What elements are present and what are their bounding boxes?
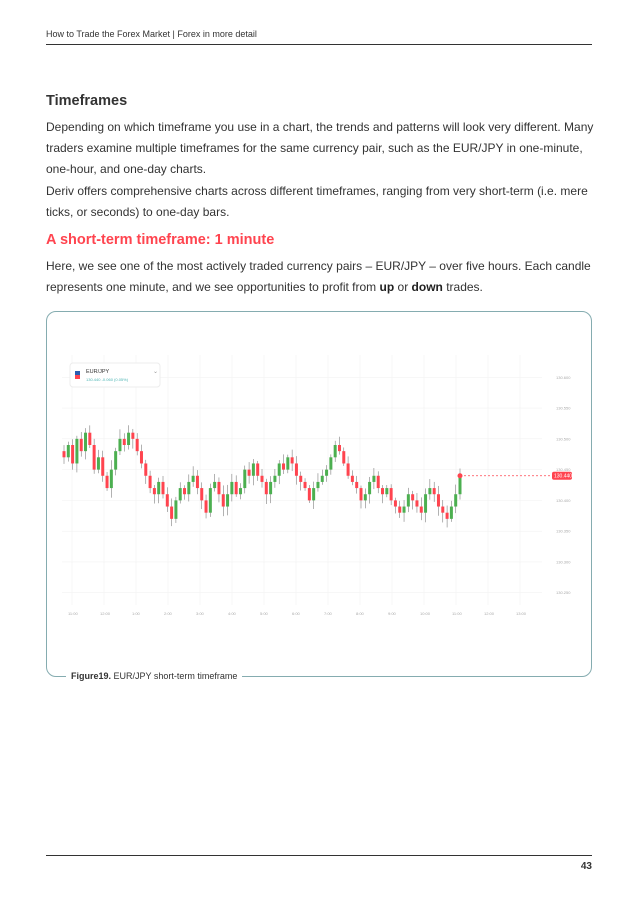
candle-down — [390, 488, 393, 500]
y-tick-label: 130.350 — [556, 528, 571, 534]
section-title: Timeframes — [46, 93, 128, 109]
candle-up — [403, 507, 406, 513]
figure-caption-text: EUR/JPY short-term timeframe — [111, 671, 238, 681]
candle-down — [153, 488, 156, 494]
candle-down — [308, 488, 311, 500]
candle-up — [364, 494, 367, 500]
running-header: How to Trade the Forex Market | Forex in more detail — [46, 29, 257, 39]
candle-up — [84, 433, 87, 451]
paragraph-2: Deriv offers comprehensive charts across different timeframes, ranging from very short-term (i.e. mere ticks, or seconds) to one-day bars. — [46, 184, 588, 219]
subsection-title: A short-term timeframe: 1 minute — [46, 232, 275, 248]
candle-down — [441, 507, 444, 513]
footer-rule — [46, 855, 592, 856]
page-number: 43 — [580, 861, 592, 872]
candle-down — [80, 439, 83, 451]
candle-up — [278, 463, 281, 475]
candle-down — [196, 476, 199, 488]
candle-up — [385, 488, 388, 494]
candle-down — [446, 513, 449, 519]
candle-down — [222, 494, 225, 506]
candle-up — [312, 488, 315, 500]
candle-up — [372, 476, 375, 482]
candle-down — [420, 507, 423, 513]
candle-down — [433, 488, 436, 494]
paragraph-3-text: Here, we see one of the most actively traded currency pairs – EUR/JPY – over five hours. Each candle represents one minute, and we see opportunities to profit from — [46, 259, 591, 294]
candle-up — [174, 500, 177, 518]
candle-up — [325, 470, 328, 476]
candle-down — [282, 463, 285, 469]
candle-down — [63, 451, 66, 457]
candle-up — [209, 488, 212, 513]
candle-up — [424, 494, 427, 512]
candle-up — [179, 488, 182, 500]
chevron-down-icon: ⌄ — [153, 369, 159, 375]
candle-up — [127, 433, 130, 445]
y-tick-label: 130.600 — [556, 374, 571, 380]
candle-down — [355, 482, 358, 488]
candle-down — [93, 445, 96, 470]
candle-down — [351, 476, 354, 482]
candle-up — [110, 470, 113, 488]
x-tick-label: 12:00 — [100, 611, 111, 616]
y-tick-label: 130.250 — [556, 590, 571, 596]
candle-down — [144, 463, 147, 475]
y-tick-label: 130.400 — [556, 497, 571, 503]
symbol-quote: 130.440 -0.060 (0.05%) — [86, 377, 129, 382]
candle-up — [329, 457, 332, 469]
candle-up — [368, 482, 371, 494]
current-price-label: 130.440 — [554, 473, 573, 480]
candle-down — [291, 457, 294, 463]
candle-down — [398, 507, 401, 513]
y-tick-label: 130.500 — [556, 436, 571, 442]
x-tick-label: 5:00 — [260, 611, 268, 616]
up-emphasis: up — [379, 280, 395, 294]
candle-up — [450, 507, 453, 519]
candle-down — [136, 439, 139, 451]
paragraph-3-end: trades. — [442, 280, 483, 294]
candle-down — [394, 500, 397, 506]
x-tick-label: 10:00 — [420, 611, 431, 616]
x-axis-labels — [68, 611, 527, 616]
candlestick-chart — [52, 345, 586, 625]
x-tick-label: 11:00 — [68, 611, 78, 616]
candle-down — [170, 507, 173, 519]
candle-up — [334, 445, 337, 457]
x-tick-label: 2:00 — [164, 611, 172, 616]
candle-down — [342, 451, 345, 463]
candle-up — [192, 476, 195, 482]
candle-up — [187, 482, 190, 494]
x-tick-label: 7:00 — [324, 611, 332, 616]
candle-up — [239, 488, 242, 494]
candle-down — [162, 482, 165, 494]
paragraph-1: Depending on which timeframe you use in a chart, the trends and patterns will look very different. Many traders examine multiple timeframes for the same currency pair, such as the EUR/JPY in one-minute, one-hour, and one-day charts. — [46, 120, 594, 176]
x-tick-label: 1:00 — [132, 611, 140, 616]
down-emphasis: down — [411, 280, 443, 294]
x-tick-label: 11:00 — [452, 611, 462, 616]
candle-down — [200, 488, 203, 500]
symbol-name: EUR/JPY — [86, 369, 110, 375]
candle-down — [411, 494, 414, 500]
candle-up — [157, 482, 160, 494]
candle-down — [304, 482, 307, 488]
candle-down — [299, 476, 302, 482]
candle-down — [123, 439, 126, 445]
y-axis-labels — [556, 375, 571, 595]
candle-down — [131, 433, 134, 439]
candle-up — [114, 451, 117, 469]
candle-down — [71, 445, 74, 463]
candle-up — [67, 445, 70, 457]
y-tick-label: 130.450 — [556, 467, 571, 473]
figure-caption — [66, 671, 242, 681]
candle-up — [75, 439, 78, 464]
candle-down — [166, 494, 169, 506]
candle-down — [265, 482, 268, 494]
candle-down — [248, 470, 251, 476]
flag-icon — [75, 371, 80, 375]
candle-up — [459, 476, 462, 494]
paragraph-3 — [46, 256, 596, 298]
candle-up — [316, 482, 319, 488]
candle-down — [205, 500, 208, 512]
x-tick-label: 8:00 — [356, 611, 364, 616]
symbol-widget — [70, 363, 160, 387]
header-rule — [46, 44, 592, 45]
candle-up — [213, 482, 216, 488]
candle-up — [226, 494, 229, 506]
candle-up — [273, 476, 276, 482]
candle-down — [261, 476, 264, 482]
candle-up — [321, 476, 324, 482]
candle-up — [252, 463, 255, 475]
candle-down — [347, 463, 350, 475]
or-text: or — [394, 280, 412, 294]
y-tick-label: 130.300 — [556, 559, 571, 565]
candle-down — [437, 494, 440, 506]
x-tick-label: 6:00 — [292, 611, 300, 616]
candle-up — [286, 457, 289, 469]
x-tick-label: 3:00 — [196, 611, 204, 616]
candle-down — [360, 488, 363, 500]
candle-down — [338, 445, 341, 451]
x-tick-label: 12:00 — [484, 611, 495, 616]
candle-down — [140, 451, 143, 463]
candle-down — [149, 476, 152, 488]
candle-down — [88, 433, 91, 445]
candle-down — [235, 482, 238, 494]
current-price-dot — [458, 473, 463, 478]
x-tick-label: 9:00 — [388, 611, 396, 616]
candle-up — [407, 494, 410, 506]
candle-down — [183, 488, 186, 494]
candle-down — [381, 488, 384, 494]
candle-up — [230, 482, 233, 494]
candle-up — [118, 439, 121, 451]
y-tick-label: 130.550 — [556, 405, 571, 411]
candle-down — [256, 463, 259, 475]
candle-up — [269, 482, 272, 494]
candle-down — [106, 476, 109, 488]
candle-up — [243, 470, 246, 488]
candle-down — [217, 482, 220, 494]
x-tick-label: 13:00 — [516, 611, 527, 616]
candle-up — [428, 488, 431, 494]
candle-up — [454, 494, 457, 506]
chart-candles — [63, 425, 462, 527]
candle-down — [101, 457, 104, 475]
candle-down — [377, 476, 380, 488]
candle-up — [97, 457, 100, 469]
figure-label: Figure19. — [71, 671, 112, 681]
x-tick-label: 4:00 — [228, 611, 236, 616]
candle-down — [295, 463, 298, 475]
candle-down — [415, 500, 418, 506]
